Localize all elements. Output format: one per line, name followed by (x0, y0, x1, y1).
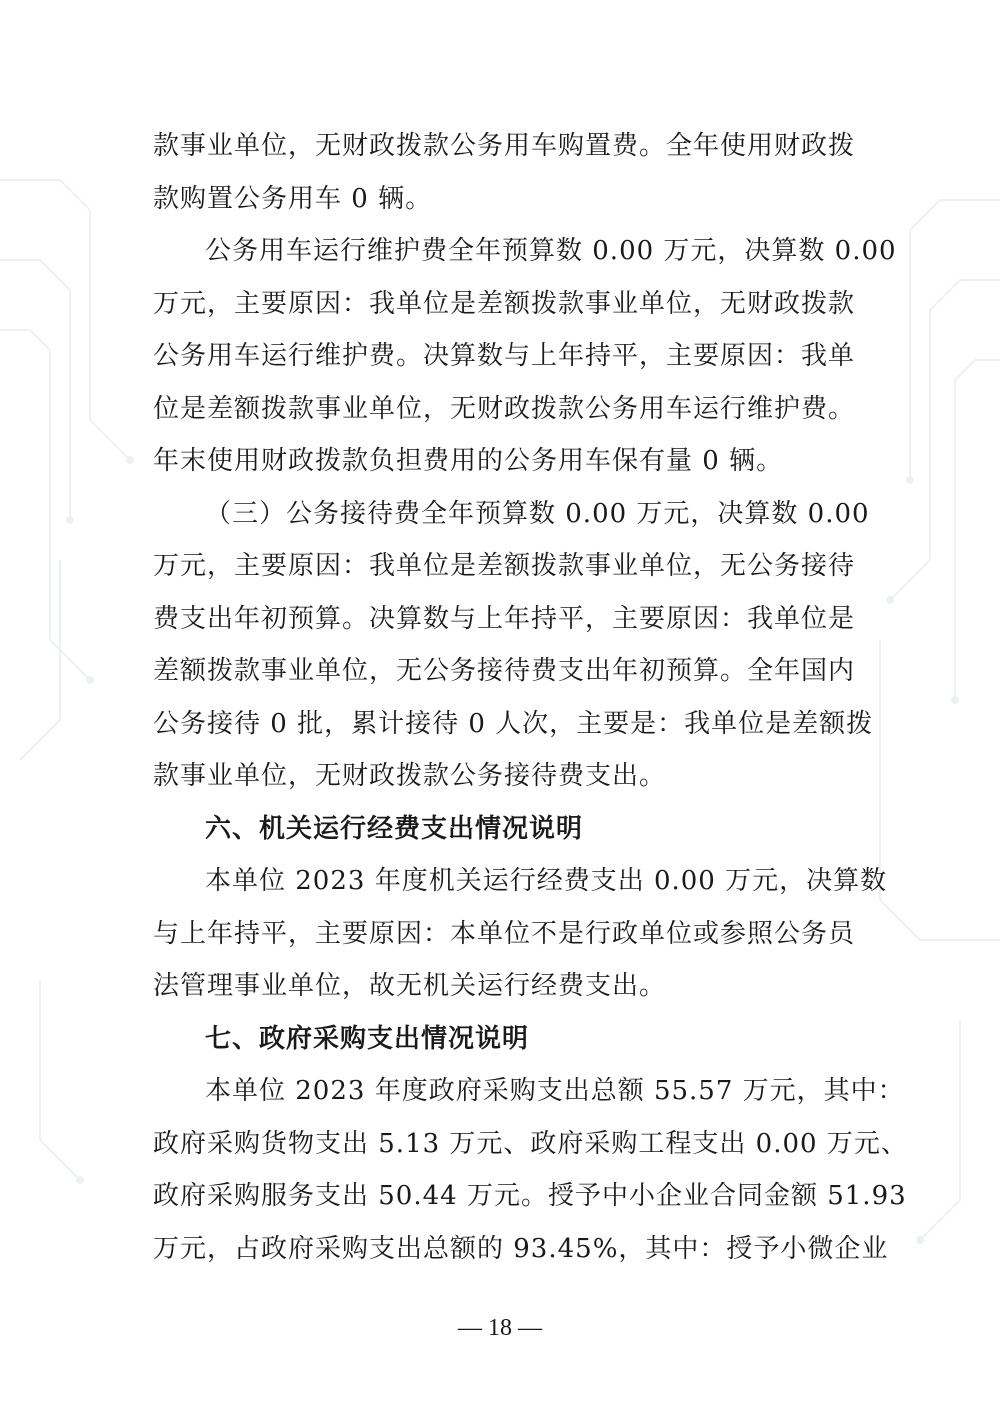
text-line: 款事业单位，无财政拨款公务用车购置费。全年使用财政拨 (153, 131, 856, 161)
text-line: 本单位 2023 年度机关运行经费支出 0.00 万元，决算数 (205, 866, 888, 896)
text-line: 款购置公务用车 0 辆。 (153, 184, 433, 214)
text-line: 政府采购货物支出 5.13 万元、政府采购工程支出 0.00 万元、 (153, 1129, 908, 1159)
text-line: 本单位 2023 年度政府采购支出总额 55.57 万元，其中： (205, 1076, 905, 1106)
text-line: 款事业单位，无财政拨款公务接待费支出。 (153, 761, 667, 791)
section-heading: 七、政府采购支出情况说明 (205, 1024, 530, 1054)
text-line: 法管理事业单位，故无机关运行经费支出。 (153, 971, 667, 1001)
text-line: 公务用车运行维护费。决算数与上年持平，主要原因：我单 (153, 341, 856, 371)
text-line: 万元，主要原因：我单位是差额拨款事业单位，无公务接待 (153, 551, 856, 581)
text-line: 公务用车运行维护费全年预算数 0.00 万元，决算数 0.00 (205, 236, 897, 266)
text-line: （三）公务接待费全年预算数 0.00 万元，决算数 0.00 (205, 499, 870, 529)
text-line: 与上年持平，主要原因：本单位不是行政单位或参照公务员 (153, 919, 856, 949)
text-line: 年末使用财政拨款负担费用的公务用车保有量 0 辆。 (153, 446, 784, 476)
text-line: 万元，占政府采购支出总额的 93.45%，其中：授予小微企业 (153, 1234, 889, 1264)
text-line: 差额拨款事业单位，无公务接待费支出年初预算。全年国内 (153, 656, 856, 686)
section-heading: 六、机关运行经费支出情况说明 (205, 814, 584, 844)
text-line: 万元，主要原因：我单位是差额拨款事业单位，无财政拨款 (153, 289, 856, 319)
page-number: — 18 — (458, 1315, 542, 1341)
text-line: 政府采购服务支出 50.44 万元。授予中小企业合同金额 51.93 (153, 1181, 907, 1211)
text-line: 位是差额拨款事业单位，无财政拨款公务用车运行维护费。 (153, 394, 856, 424)
text-line: 公务接待 0 批，累计接待 0 人次，主要是：我单位是差额拨 (153, 709, 874, 739)
text-line: 费支出年初预算。决算数与上年持平，主要原因：我单位是 (153, 604, 856, 634)
